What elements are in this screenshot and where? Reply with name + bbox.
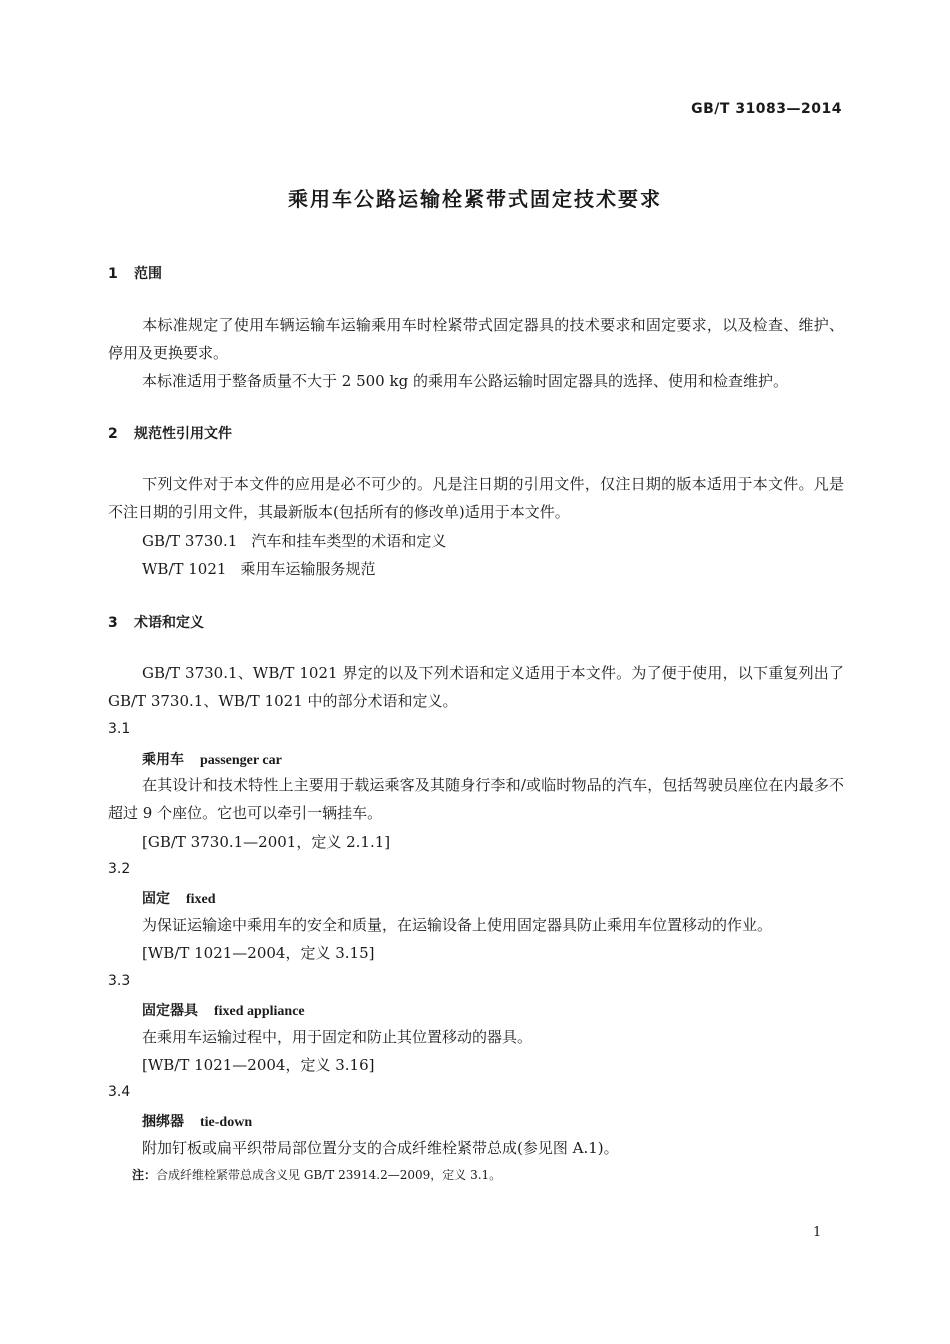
term-source: [WB/T 1021—2004，定义 3.16]	[142, 1056, 375, 1074]
note-text: 合成纤维栓紧带总成含义见 GB/T 23914.2—2009，定义 3.1。	[156, 1168, 502, 1182]
term-zh: 乘用车	[142, 752, 184, 768]
term-source: [WB/T 1021—2004，定义 3.15]	[142, 944, 375, 962]
paragraph-text: 本标准规定了使用车辆运输车运输乘用车时栓紧带式固定器具的技术要求和固定要求，以及检查、维护、停用及更换要求。	[108, 316, 844, 362]
term-definition: 附加钉板或扁平织带局部位置分支的合成纤维栓紧带总成(参见图 A.1)。	[142, 1139, 619, 1157]
paragraph-text: 下列文件对于本文件的应用是必不可少的。凡是注日期的引用文件，仅注日期的版本适用于本文件。凡是不注日期的引用文件，其最新版本(包括所有的修改单)适用于本文件。	[108, 475, 844, 521]
term-number: 3.1	[108, 721, 131, 737]
term-en: fixed appliance	[214, 1004, 305, 1019]
reference-item	[142, 558, 375, 579]
term-number: 3.4	[108, 1084, 131, 1100]
page-title: 乘用车公路运输栓紧带式固定技术要求	[288, 187, 662, 211]
paragraph-text: GB/T 3730.1、WB/T 1021 界定的以及下列术语和定义适用于本文件。为了便于使用，以下重复列出了 GB/T 3730.1、WB/T 1021 中的部分术语和定义。	[108, 664, 844, 710]
paragraph	[108, 470, 844, 526]
reference-item	[142, 530, 446, 551]
reference-code: GB/T 3730.1	[142, 532, 238, 550]
term-name	[142, 1000, 305, 1020]
definition-text: 在其设计和技术特性上主要用于载运乘客及其随身行李和/或临时物品的汽车，包括驾驶员座位在内最多不超过 9 个座位。它也可以牵引一辆挂车。	[108, 776, 844, 822]
page-number: 1	[813, 1225, 822, 1240]
reference-title: 乘用车运输服务规范	[240, 560, 376, 578]
term-definition: 在乘用车运输过程中，用于固定和防止其位置移动的器具。	[142, 1028, 533, 1046]
standard-code: GB/T 31083—2014	[691, 101, 842, 117]
section-number: 2	[108, 426, 118, 442]
term-name	[142, 1111, 252, 1131]
term-name	[142, 888, 216, 908]
term-zh: 捆绑器	[142, 1114, 184, 1130]
term-source: [GB/T 3730.1—2001，定义 2.1.1]	[142, 833, 391, 851]
term-definition: 为保证运输途中乘用车的安全和质量，在运输设备上使用固定器具防止乘用车位置移动的作业。	[142, 916, 773, 934]
section-number: 1	[108, 266, 118, 282]
term-zh: 固定	[142, 891, 170, 907]
paragraph	[108, 311, 844, 367]
section-number: 3	[108, 615, 118, 631]
reference-code: WB/T 1021	[142, 560, 227, 578]
reference-title: 汽车和挂车类型的术语和定义	[251, 532, 447, 550]
term-en: fixed	[186, 892, 216, 907]
section-title: 规范性引用文件	[134, 426, 232, 442]
term-number: 3.2	[108, 861, 131, 877]
section-1-heading	[108, 263, 162, 283]
section-title: 术语和定义	[134, 615, 204, 631]
note-label: 注：	[132, 1168, 157, 1182]
section-2-heading	[108, 423, 232, 443]
term-name	[142, 749, 282, 769]
paragraph	[108, 367, 844, 395]
term-en: passenger car	[200, 753, 282, 768]
term-zh: 固定器具	[142, 1003, 198, 1019]
term-definition	[108, 771, 844, 827]
paragraph	[108, 659, 844, 715]
paragraph-text: 本标准适用于整备质量不大于 2 500 kg 的乘用车公路运输时固定器具的选择、使用和检查维护。	[142, 372, 788, 390]
term-number: 3.3	[108, 973, 131, 989]
section-title: 范围	[134, 266, 162, 282]
section-3-heading	[108, 612, 204, 632]
term-note	[132, 1166, 501, 1183]
term-en: tie-down	[200, 1115, 253, 1130]
